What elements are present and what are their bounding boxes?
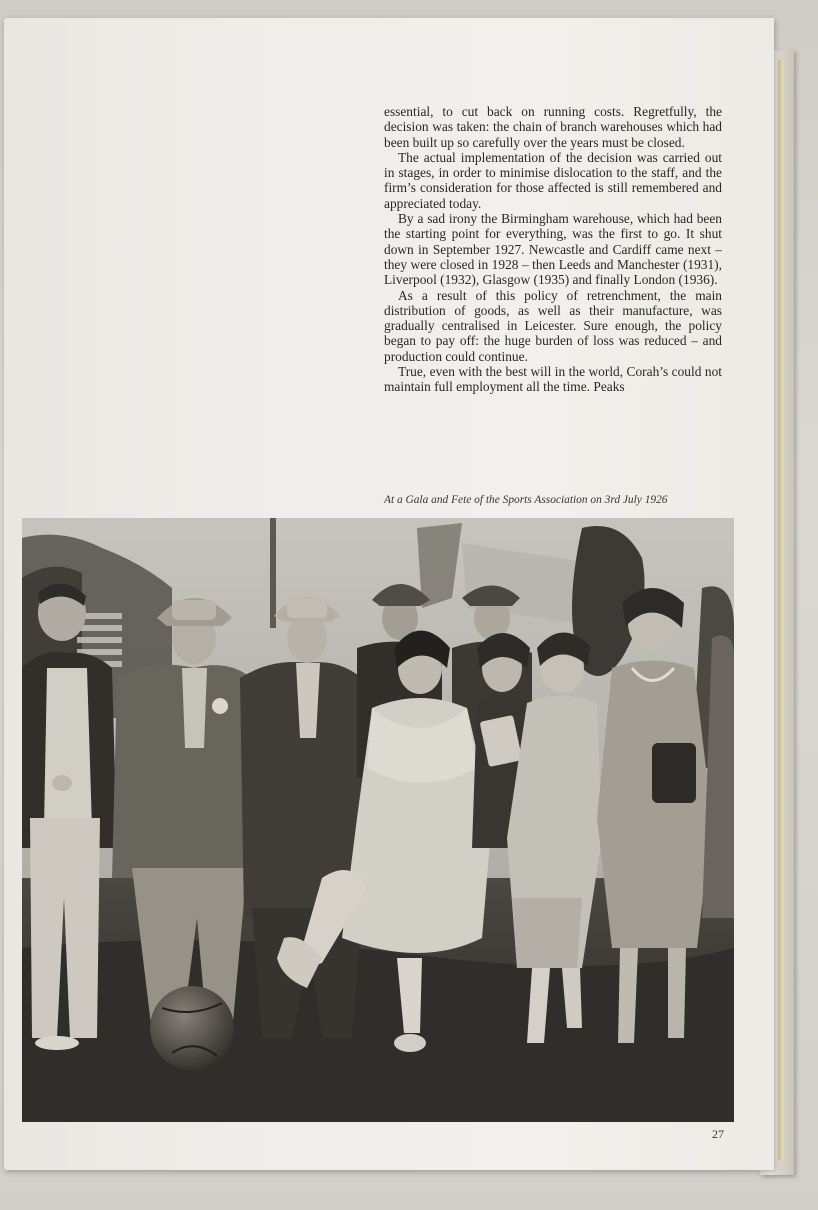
paragraph-2: The actual implementation of the decision was carried out in stages, in order to minimise dislocation to the staff, and the firm’s consideration for those affected is still remembered and appreciated today. xyxy=(384,149,722,211)
body-text-column xyxy=(384,104,722,395)
photo-illustration xyxy=(22,518,734,1122)
paragraph-5: True, even with the best will in the world, Corah’s could not maintain full employment all the time. Peaks xyxy=(384,364,722,395)
book-spine-strip xyxy=(778,60,784,1160)
page-number: 27 xyxy=(712,1127,724,1141)
paragraph-3: By a sad irony the Birmingham warehouse, which had been the starting point for everything, was the first to go. It shut down in September 1927. Newcastle and Cardiff came next – they were closed in 1928 – then Leeds and Manchester (1931), Liverpool (1932), Glasgow (1935) and finally London (1936). xyxy=(384,211,722,288)
paragraph-1: essential, to cut back on running costs. Regretfully, the decision was taken: the chain of branch warehouses which had been built up so carefully over the years must be closed. xyxy=(384,104,722,150)
photo-caption: At a Gala and Fete of the Sports Association on 3rd July 1926 xyxy=(384,494,668,506)
paragraph-4: As a result of this policy of retrenchment, the main distribution of goods, as well as their manufacture, was gradually centralised in Leicester. Sure enough, the policy began to pay off: the huge burden of loss was reduced – and production could continue. xyxy=(384,287,722,364)
gala-photograph xyxy=(22,518,734,1122)
